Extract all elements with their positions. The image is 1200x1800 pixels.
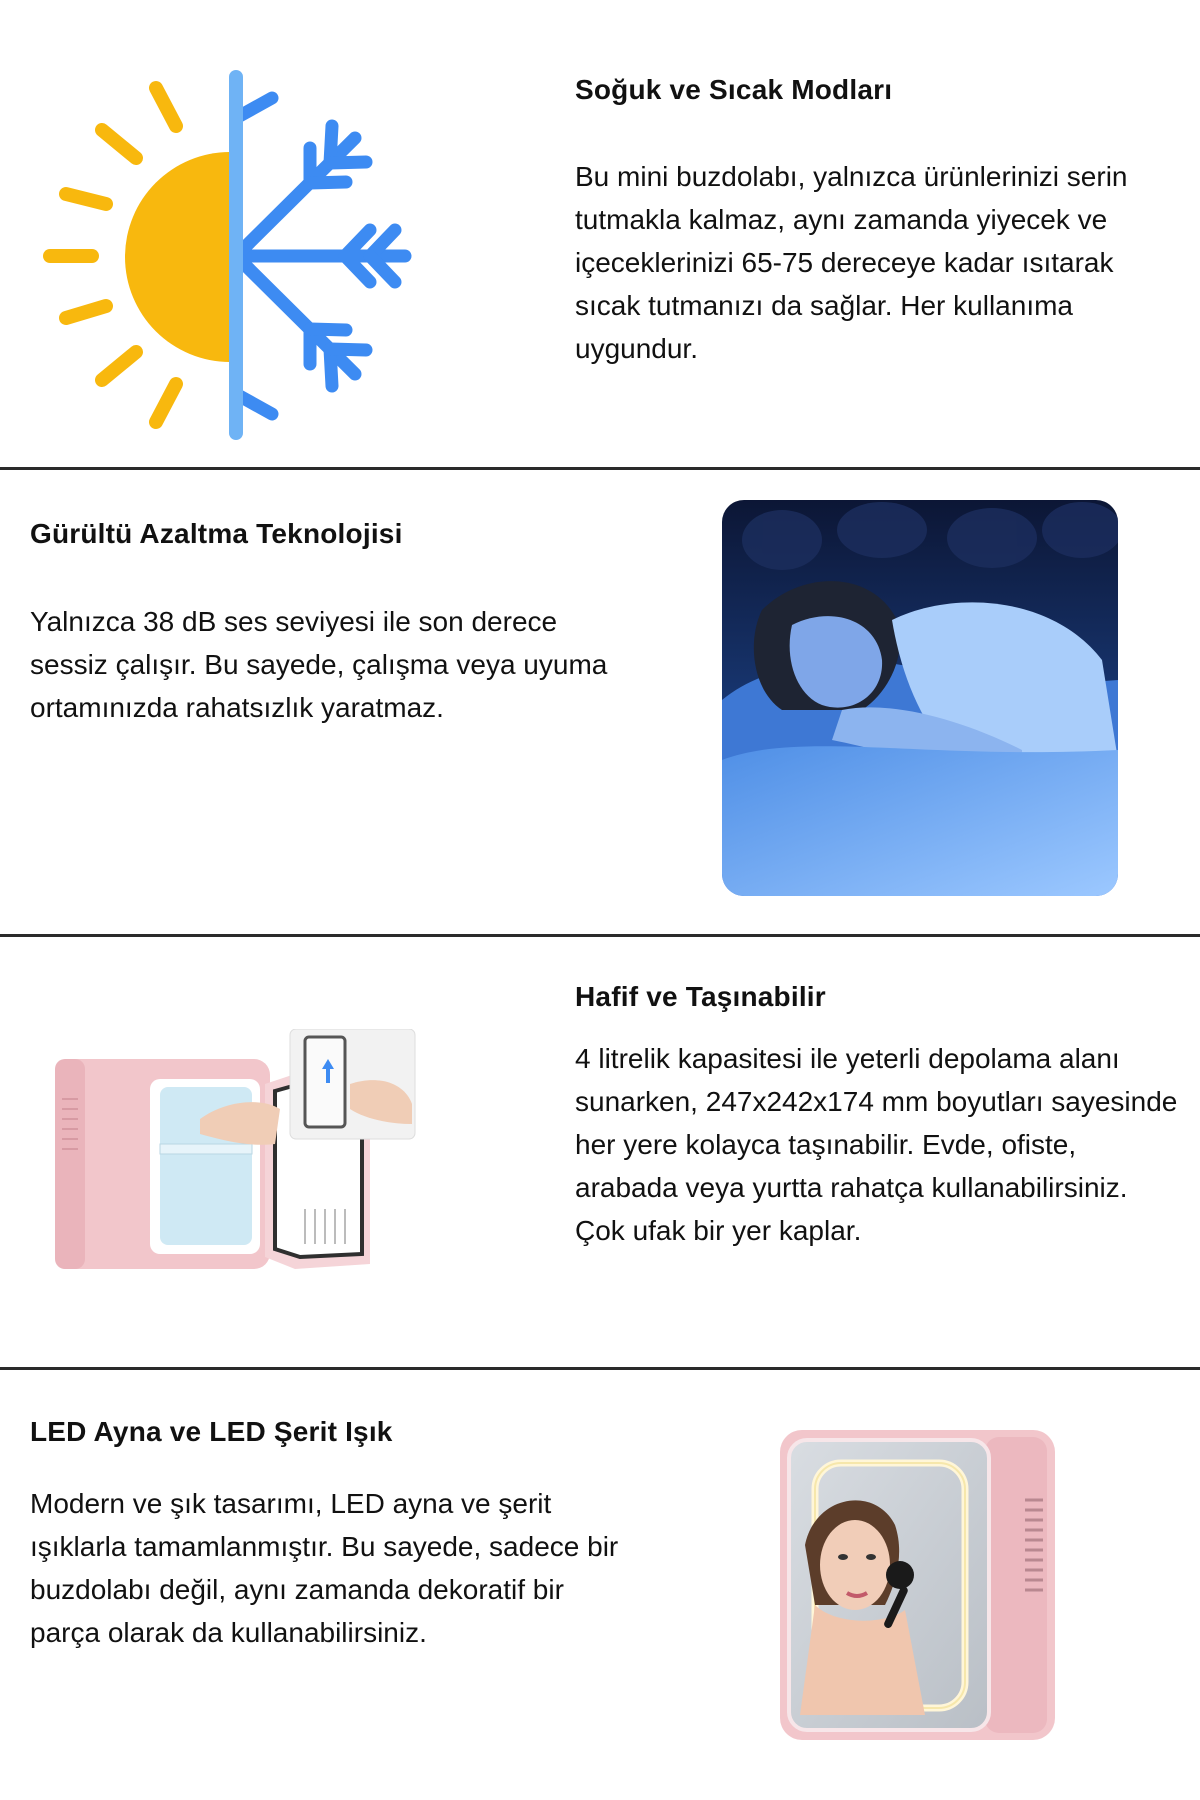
section-title: Gürültü Azaltma Teknolojisi — [30, 518, 403, 549]
section-title: Hafif ve Taşınabilir — [575, 981, 826, 1012]
section-title: LED Ayna ve LED Şerit Işık — [30, 1416, 393, 1447]
led-mirror-fridge-photo — [775, 1425, 1060, 1745]
sun-snowflake-icon — [40, 70, 420, 440]
feature-section-portable — [0, 937, 1200, 1367]
section-body: Modern ve şık tasarımı, LED ayna ve şerit ışıklarla tamamlanmıştır. Bu sayede, sadece bir buzdolabı değil, aynı zamanda dekoratif bir parça olarak da kullanabilirsiniz. — [30, 1488, 619, 1648]
feature-section-led — [0, 1370, 1200, 1800]
section-body: Yalnızca 38 dB ses seviyesi ile son derece sessiz çalışır. Bu sayede, çalışma veya uyuma ortamınızda rahatsızlık yaratmaz. — [30, 606, 608, 723]
sleeping-woman-photo — [722, 500, 1118, 896]
section-body: Bu mini buzdolabı, yalnızca ürünlerinizi serin tutmakla kalmaz, aynı zamanda yiyecek ve içeceklerinizi 65-75 dereceye kadar ısıtarak sıcak tutmanızı da sağlar. Her kullanıma uygundur. — [575, 161, 1128, 364]
open-pink-mini-fridge-photo — [50, 1029, 420, 1279]
section-body: 4 litrelik kapasitesi ile yeterli depolama alanı sunarken, 247x242x174 mm boyutları sayesinde her yere kolayca taşınabilir. Evde, ofiste, arabada veya yurtta rahatça kullanabilirsiniz. Çok ufak bir yer kaplar. — [575, 1043, 1178, 1246]
feature-section-cold-hot — [0, 0, 1200, 470]
section-title: Soğuk ve Sıcak Modları — [575, 74, 893, 105]
feature-section-noise — [0, 470, 1200, 935]
